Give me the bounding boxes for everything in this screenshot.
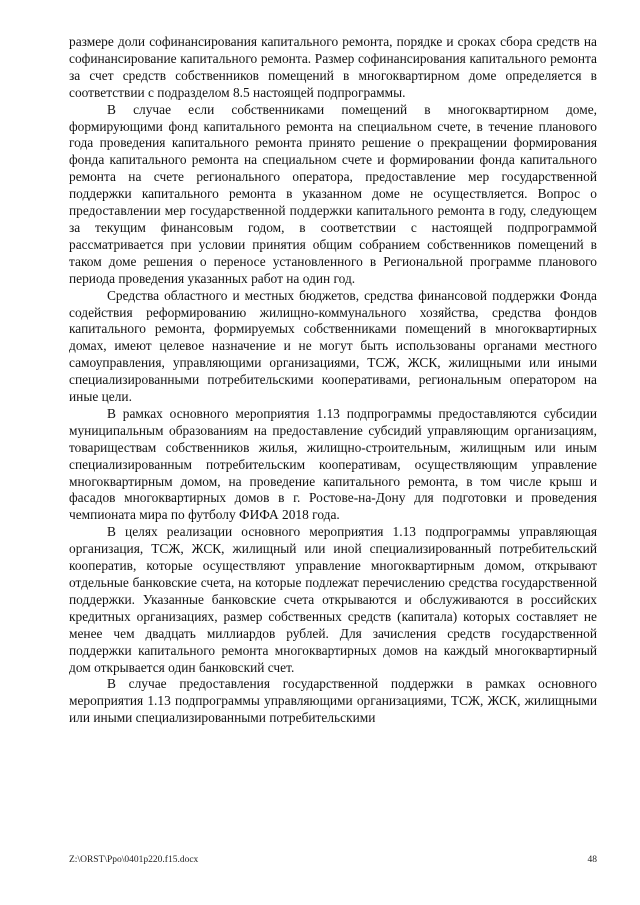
paragraph-1: размере доли софинансирования капитального ремонта, порядке и сроках сбора средств на софинансирование капитального ремонта. Размер софинансирования капитального ремонта за счет средств собственников помещений в многоквартирном доме определяется в соответствии с подразделом 8.5 настоящей подпрограммы.: [69, 34, 597, 100]
paragraph-2: В случае если собственниками помещений в многоквартирном доме, формирующими фонд капитального ремонта на специальном счете, в течение планового года проведения капитального ремонта принято решение о прекращении формирования фонда капитального ремонта на специальном счете и формировании фонда капитального ремонта на счете регионального оператора, предоставление мер государственной поддержки капитального ремонта в указанном доме не осуществляется. Вопрос о предоставлении мер государственной поддержки капитального ремонта в году, следующем за текущим финансовым годом, в соответствии с настоящей подпрограммой рассматривается при условии принятия общим собранием собственников помещений в таком доме решения о переносе установленного в Региональной программе планового периода проведения указанных работ на один год.: [69, 101, 597, 286]
paragraph-5: В целях реализации основного мероприятия 1.13 подпрограммы управляющая организация, ТСЖ, ЖСК, жилищный или иной специализированный потребительский кооператив, которые осуществляют управление многоквартирным домом, открывают отдельные банковские счета, на которые подлежат перечислению средства государственной поддержки. Указанные банковские счета открываются и обслуживаются в российских кредитных организациях, размер собственных средств (капитала) которых составляет не менее чем двадцать миллиардов рублей. Для зачисления средств государственной поддержки капитального ремонта многоквартирных домов на каждый многоквартирный дом открывается один банковский счет.: [69, 524, 597, 675]
footer-page-number: 48: [587, 855, 597, 865]
paragraph-3: Средства областного и местных бюджетов, средства финансовой поддержки Фонда содействия реформированию жилищно-коммунального хозяйства, средства фондов капитального ремонта, формируемых собственниками помещений в многоквартирных домах, имеют целевое назначение и не могут быть использованы органами местного самоуправления, управляющими организациями, ТСЖ, ЖСК, жилищными или иными специализированными потребительскими кооперативами, региональным оператором на иные цели.: [69, 287, 597, 405]
paragraph-4: В рамках основного мероприятия 1.13 подпрограммы предоставляются субсидии муниципальным образованиям на предоставление субсидий управляющим организациям, товариществам собственников жилья, жилищно-строительным, жилищным или иным специализированным потребительским кооперативам, осуществляющим управление многоквартирным домом, на проведение капитального ремонта, в том числе крыш и фасадов многоквартирных домов в г. Ростове-на-Дону для подготовки и проведения чемпионата мира по футболу ФИФА 2018 года.: [69, 405, 597, 523]
document-page: [69, 34, 597, 727]
footer-file-path: Z:\ORST\Ppo\0401p220.f15.docx: [69, 855, 199, 865]
page-footer: [69, 855, 597, 865]
paragraph-6: В случае предоставления государственной поддержки в рамках основного мероприятия 1.13 подпрограммы управляющими организациями, ТСЖ, ЖСК, жилищными или иными специализированными потребительскими: [69, 676, 597, 726]
